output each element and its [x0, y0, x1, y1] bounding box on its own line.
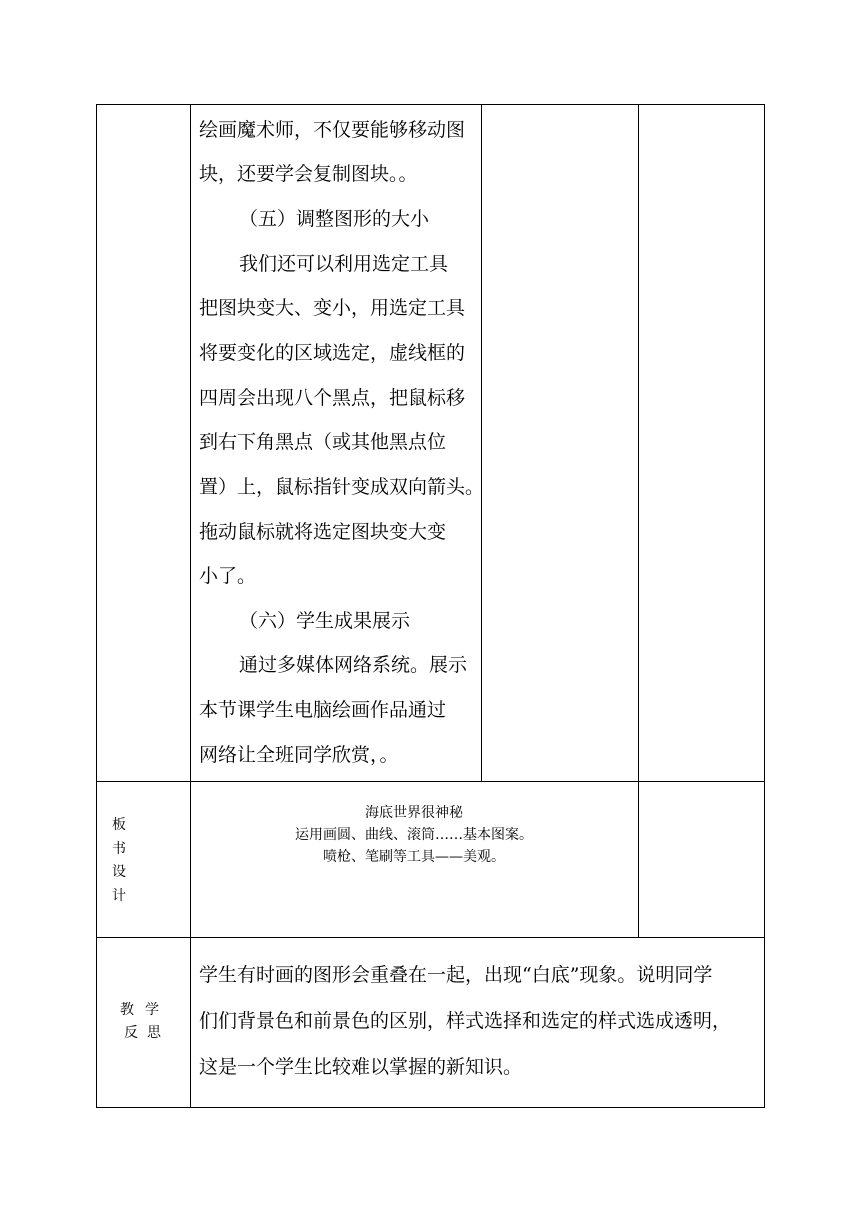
table-bottom-border: [96, 1107, 765, 1108]
content-line: 通过多媒体网络系统。展示: [239, 654, 468, 676]
content-line: 把图块变大、变小，用选定工具: [199, 297, 466, 319]
board-line: 喷枪、笔刷等工具——美观。: [323, 849, 505, 865]
reflection-label-char: 教: [120, 1002, 134, 1018]
content-line: 将要变化的区域选定，虚线框的: [199, 342, 466, 364]
content-line: 到右下角黑点（或其他黑点位: [199, 431, 447, 453]
section-heading-five: （五）调整图形的大小: [239, 208, 430, 230]
section-heading-six: （六）学生成果展示: [239, 610, 411, 632]
content-line: 本节课学生电脑绘画作品通过: [199, 699, 447, 721]
content-line: 我们还可以利用选定工具: [239, 253, 449, 275]
board-line: 海底世界很神秘: [365, 805, 463, 821]
reflection-line: 学生有时画的图形会重叠在一起，出现“白底”现象。说明同学: [199, 964, 713, 986]
column-divider-3: [638, 104, 639, 938]
table-top-border: [96, 104, 765, 105]
table-right-border: [764, 104, 765, 1108]
column-divider-2: [481, 104, 482, 782]
board-label-char: 设: [112, 864, 126, 880]
content-line: 绘画魔术师，不仅要能够移动图: [199, 119, 466, 141]
reflection-line: 这是一个学生比较难以掌握的新知识。: [199, 1056, 523, 1078]
column-divider-1: [190, 104, 191, 1108]
board-label-char: 书: [112, 841, 126, 857]
content-line: 置）上，鼠标指针变成双向箭头。: [199, 476, 485, 498]
row-divider-1: [96, 781, 765, 782]
board-line: 运用画圆、曲线、滚筒……基本图案。: [295, 827, 533, 843]
content-line: 网络让全班同学欣赏，。: [199, 744, 399, 766]
board-label-char: 板: [112, 817, 126, 833]
content-line: 小了。: [199, 565, 257, 587]
table-left-border: [96, 104, 97, 1108]
reflection-line: 们们背景色和前景色的区别，样式选择和选定的样式选成透明，: [199, 1010, 732, 1032]
content-line: 四周会出现八个黑点，把鼠标移: [199, 387, 466, 409]
content-line: 拖动鼠标就将选定图块变大变: [199, 521, 447, 543]
reflection-label-char: 思: [147, 1025, 161, 1041]
reflection-label-char: 学: [145, 1002, 159, 1018]
row-divider-2: [96, 937, 765, 938]
reflection-label-char: 反: [124, 1025, 138, 1041]
content-line: 块，还要学会复制图块。。: [199, 163, 418, 185]
board-label-char: 计: [112, 888, 126, 904]
